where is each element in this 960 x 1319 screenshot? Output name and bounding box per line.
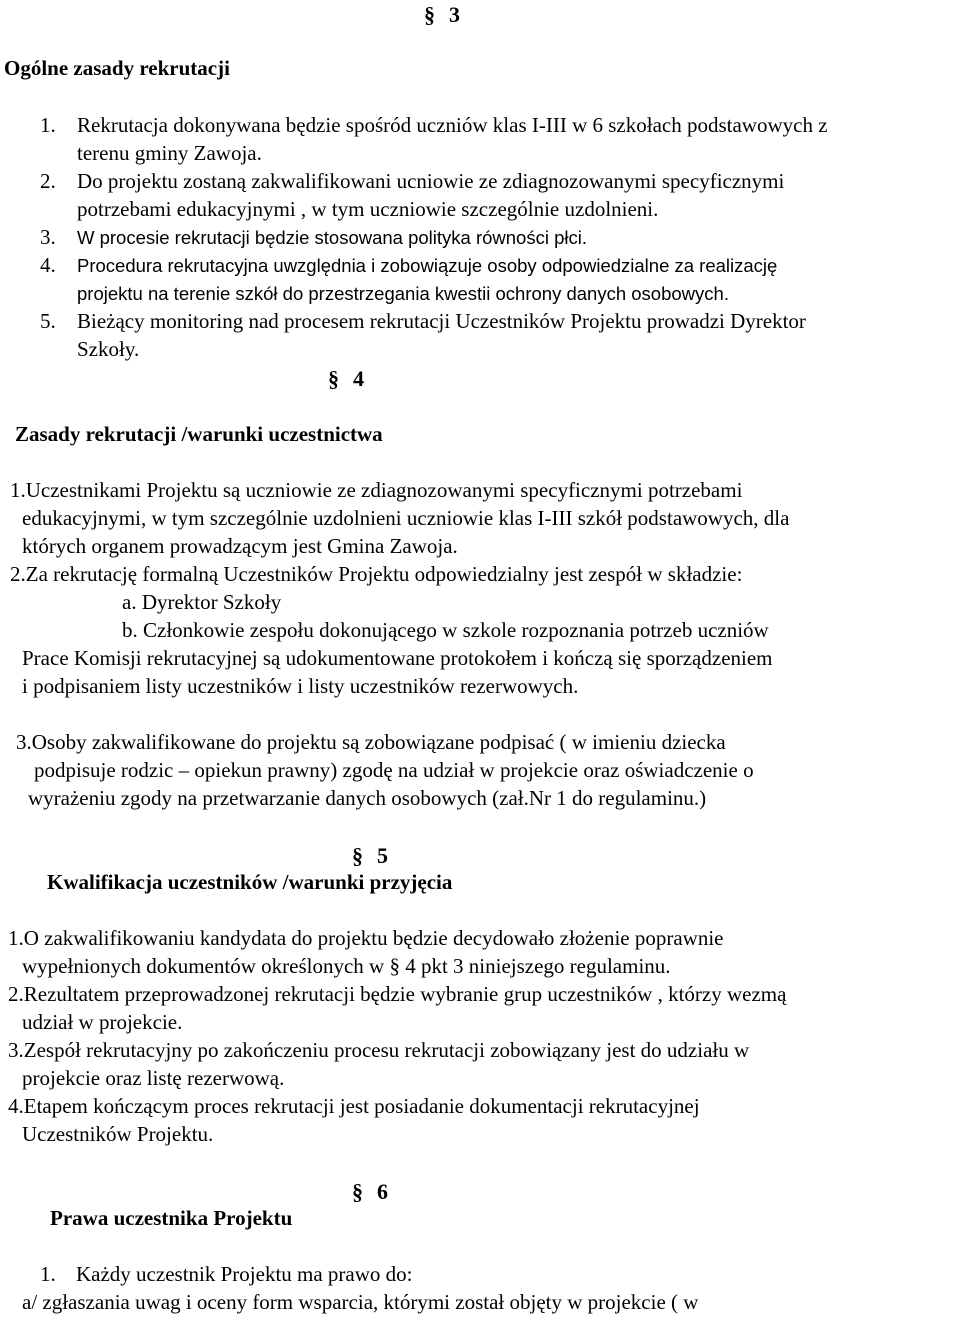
section-number: 6: [377, 1179, 388, 1204]
section-sign-icon: §: [352, 1179, 363, 1204]
list-number: 4.: [40, 253, 56, 277]
paragraph-line: 2.Za rekrutację formalną Uczestników Projektu odpowiedzialny jest zespół w składzie:: [10, 562, 743, 586]
list-number: 3.: [40, 225, 56, 249]
section-6-title: Prawa uczestnika Projektu: [50, 1206, 293, 1230]
section-5-heading: [352, 845, 388, 867]
section-4-title: Zasady rekrutacji /warunki uczestnictwa: [15, 422, 383, 446]
paragraph-line: wyrażeniu zgody na przetwarzanie danych osobowych (zał.Nr 1 do regulaminu.): [28, 786, 707, 810]
paragraph-line: 1.Uczestnikami Projektu są uczniowie ze zdiagnozowanymi specyficznymi potrzebami: [10, 478, 743, 502]
section-5-title: Kwalifikacja uczestników /warunki przyjęcia: [47, 870, 453, 894]
paragraph-line: 4.Etapem kończącym proces rekrutacji jest posiadanie dokumentacji rekrutacyjnej: [8, 1094, 700, 1118]
paragraph-line: projekcie oraz listę rezerwową.: [22, 1066, 285, 1090]
paragraph-line: 3.Osoby zakwalifikowane do projektu są zobowiązane podpisać ( w imieniu dziecka: [16, 730, 726, 754]
paragraph-line: wypełnionych dokumentów określonych w § 4 pkt 3 niniejszego regulaminu.: [22, 954, 671, 978]
section-number: 4: [353, 366, 364, 391]
paragraph-line: Prace Komisji rekrutacyjnej są udokumentowane protokołem i kończą się sporządzeniem: [22, 646, 773, 670]
section-3-heading: [424, 4, 460, 26]
list-item-text: Bieżący monitoring nad procesem rekrutacji Uczestników Projektu prowadzi Dyrektor: [77, 309, 806, 333]
list-item-text: W procesie rekrutacji będzie stosowana polityka równości płci.: [77, 227, 587, 248]
list-number: 1.: [40, 113, 56, 137]
section-sign-icon: §: [352, 843, 363, 868]
section-number: 5: [377, 843, 388, 868]
paragraph-line: edukacyjnymi, w tym szczególnie uzdolnieni uczniowie klas I-III szkół podstawowych, dla: [22, 506, 790, 530]
section-6-heading: [352, 1181, 388, 1203]
sub-item: b. Członkowie zespołu dokonującego w szkole rozpoznania potrzeb uczniów: [122, 618, 769, 642]
section-number: 3: [449, 2, 460, 27]
list-number: 1.: [40, 1262, 56, 1286]
list-item-text: Szkoły.: [77, 337, 140, 361]
list-number: 2.: [40, 169, 56, 193]
list-item-text: terenu gminy Zawoja.: [77, 141, 262, 165]
list-item-text: Do projektu zostaną zakwalifikowani ucniowie ze zdiagnozowanymi specyficznymi: [77, 169, 785, 193]
list-item-text: projektu na terenie szkół do przestrzegania kwestii ochrony danych osobowych.: [77, 283, 729, 304]
section-sign-icon: §: [424, 2, 435, 27]
paragraph-line: i podpisaniem listy uczestników i listy uczestników rezerwowych.: [22, 674, 579, 698]
paragraph-line: udział w projekcie.: [22, 1010, 183, 1034]
paragraph-line: Uczestników Projektu.: [22, 1122, 214, 1146]
section-sign-icon: §: [328, 366, 339, 391]
paragraph-line: 1.O zakwalifikowaniu kandydata do projektu będzie decydowało złożenie poprawnie: [8, 926, 724, 950]
paragraph-line: których organem prowadzącym jest Gmina Zawoja.: [22, 534, 458, 558]
sub-item: a. Dyrektor Szkoły: [122, 590, 282, 614]
list-item-text: Procedura rekrutacyjna uwzględnia i zobowiązuje osoby odpowiedzialne za realizację: [77, 255, 778, 276]
paragraph-line: a/ zgłaszania uwag i oceny form wsparcia, którymi został objęty w projekcie ( w: [22, 1290, 699, 1314]
list-item-text: potrzebami edukacyjnymi , w tym uczniowie szczególnie uzdolnieni.: [77, 197, 659, 221]
paragraph-line: 2.Rezultatem przeprowadzonej rekrutacji będzie wybranie grup uczestników , którzy wezmą: [8, 982, 787, 1006]
list-item-text: Rekrutacja dokonywana będzie spośród uczniów klas I-III w 6 szkołach podstawowych z: [77, 113, 828, 137]
paragraph-line: 3.Zespół rekrutacyjny po zakończeniu procesu rekrutacji zobowiązany jest do udziału w: [8, 1038, 750, 1062]
paragraph-line: podpisuje rodzic – opiekun prawny) zgodę na udział w projekcie oraz oświadczenie o: [34, 758, 754, 782]
list-item-text: Każdy uczestnik Projektu ma prawo do:: [76, 1262, 413, 1286]
section-3-title: Ogólne zasady rekrutacji: [4, 56, 230, 80]
section-4-heading: [328, 368, 364, 390]
list-number: 5.: [40, 309, 56, 333]
